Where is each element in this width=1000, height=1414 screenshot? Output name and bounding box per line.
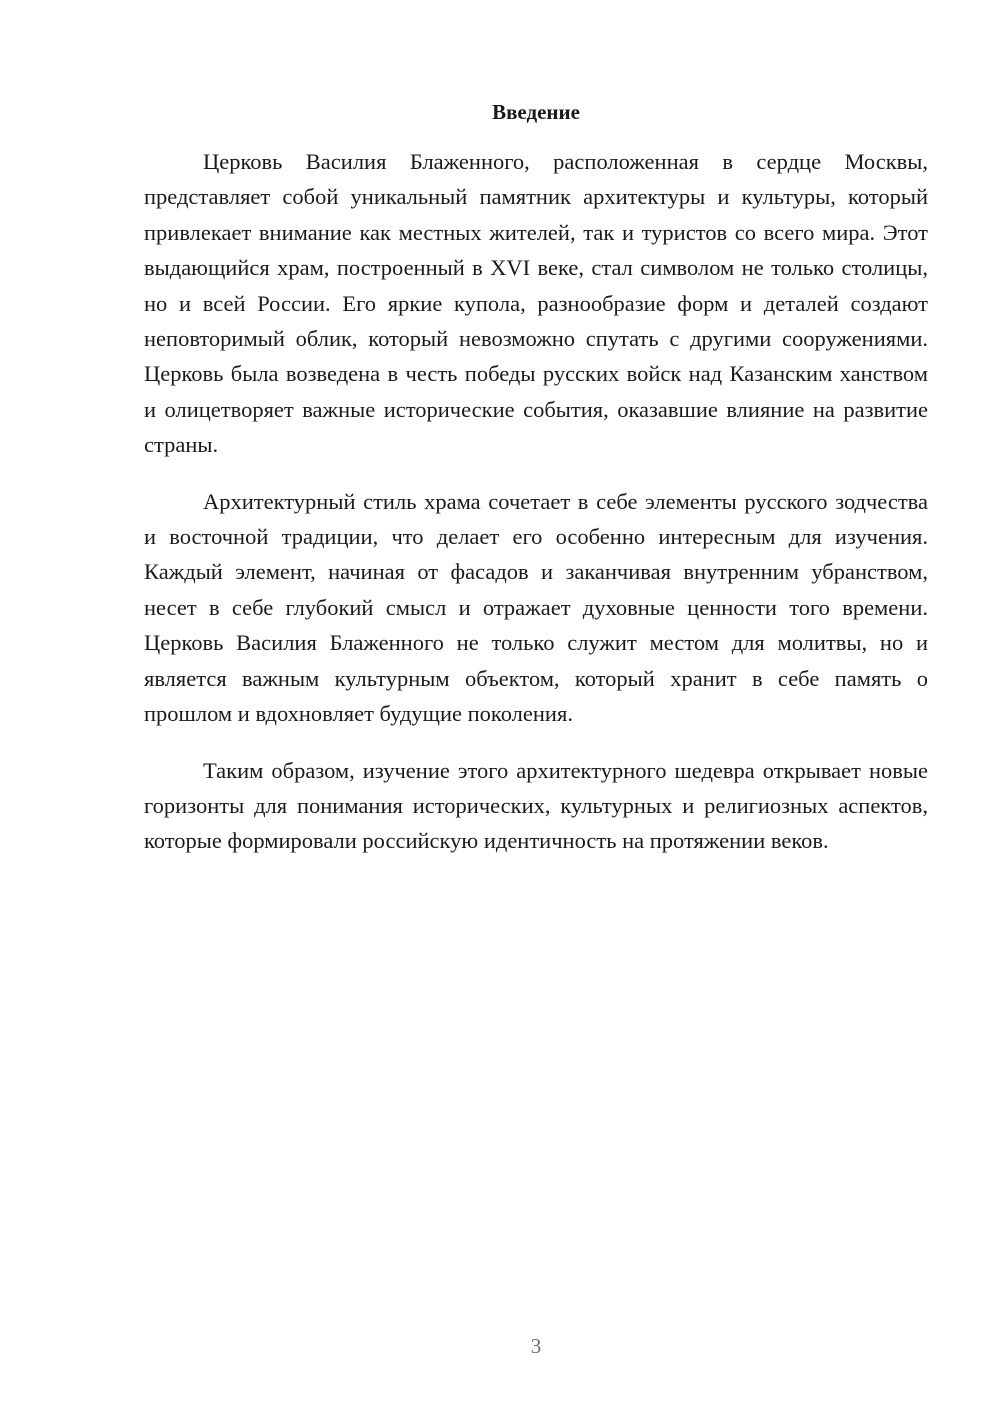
document-body — [144, 144, 928, 880]
paragraph-1: Церковь Василия Блаженного, расположенная в сердце Москвы, представляет собой уникальный памятник архитектуры и культуры, который привлекает внимание как местных жителей, так и туристов со всего мира. Этот выдающийся храм, построенный в XVI веке, стал символом не только столицы, но и всей России. Его яркие купола, разнообразие форм и деталей создают неповторимый облик, который невозможно спутать с другими сооружениями. Церковь была возведена в честь победы русских войск над Казанским ханством и олицетворяет важные исторические события, оказавшие влияние на развитие страны. — [144, 149, 928, 458]
section-title: Введение — [492, 100, 580, 124]
page-number: 3 — [530, 1334, 542, 1358]
paragraph-3: Таким образом, изучение этого архитектурного шедевра открывает новые горизонты для понимания исторических, культурных и религиозных аспектов, которые формировали российскую идентичность на протяжении веков. — [144, 757, 928, 854]
paragraph-2: Архитектурный стиль храма сочетает в себе элементы русского зодчества и восточной традиции, что делает его особенно интересным для изучения. Каждый элемент, начиная от фасадов и заканчивая внутренним убранством, несет в себе глубокий смысл и отражает духовные ценности того времени. Церковь Василия Блаженного не только служит местом для молитвы, но и является важным культурным объектом, который хранит в себе память о прошлом и вдохновляет будущие поколения. — [144, 488, 928, 727]
